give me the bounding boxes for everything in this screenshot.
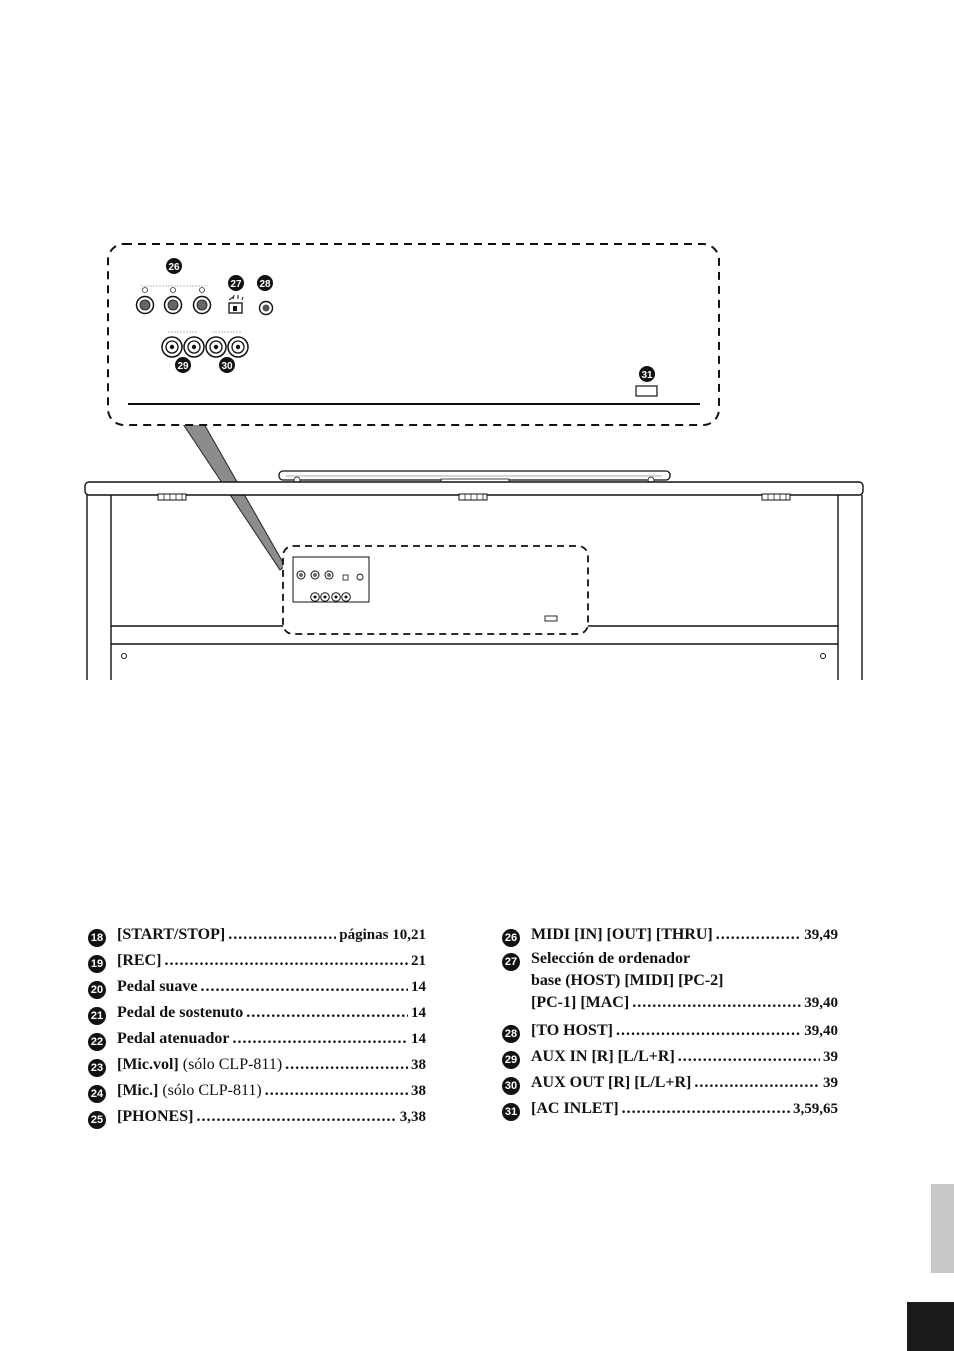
index-page: 3,38 <box>399 1109 426 1125</box>
index-label: AUX OUT [R] [L/L+R] <box>531 1074 692 1091</box>
page-corner-block <box>907 1302 954 1351</box>
callout-28 <box>257 275 273 291</box>
section-side-tab <box>931 1184 954 1273</box>
index-item-phones <box>88 1104 426 1130</box>
index-note: (sólo CLP-811) <box>162 1082 262 1099</box>
index-number: 20 <box>88 981 106 999</box>
index-page: 39,49 <box>804 927 838 943</box>
index-item-mic-vol <box>88 1052 426 1078</box>
index-page: 38 <box>411 1083 426 1099</box>
svg-text:29: 29 <box>177 361 189 372</box>
svg-text:31: 31 <box>641 370 653 381</box>
index-label-line1: Selección de ordenador <box>531 950 691 967</box>
index-page: 14 <box>411 1005 426 1021</box>
index-page: 14 <box>411 979 426 995</box>
aux-in-l-jack <box>184 337 204 357</box>
index-item-to-host <box>502 1018 838 1044</box>
index-item-start-stop <box>88 922 426 948</box>
index-item-host-select <box>502 948 838 1014</box>
index-label: AUX IN [R] [L/L+R] <box>531 1048 675 1065</box>
detail-dashed-frame <box>108 244 719 425</box>
callout-31 <box>639 366 655 382</box>
index-page: 39 <box>823 1075 838 1091</box>
index-list-left <box>88 922 426 1130</box>
index-number: 21 <box>88 1007 106 1025</box>
index-number: 23 <box>88 1059 106 1077</box>
index-item-soft-pedal <box>88 974 426 1000</box>
aux-out-r-jack <box>206 337 226 357</box>
index-number: 18 <box>88 929 106 947</box>
index-page: 39 <box>823 1049 838 1065</box>
callout-29 <box>175 357 191 373</box>
aux-in-r-jack <box>162 337 182 357</box>
midi-in-jack <box>137 297 154 314</box>
index-page: 14 <box>411 1031 426 1047</box>
index-number: 26 <box>502 929 520 947</box>
index-label: [Mic.] <box>117 1082 159 1099</box>
zoom-wedge <box>183 424 285 570</box>
index-item-aux-out <box>502 1070 838 1096</box>
index-label: [AC INLET] <box>531 1100 619 1117</box>
index-label: [Mic.vol] <box>117 1056 179 1073</box>
index-page: 3,59,65 <box>793 1101 838 1117</box>
index-number: 30 <box>502 1077 520 1095</box>
index-label: Pedal atenuador <box>117 1030 230 1047</box>
index-number: 22 <box>88 1033 106 1051</box>
index-number: 31 <box>502 1103 520 1121</box>
index-item-midi <box>502 922 838 948</box>
index-number: 19 <box>88 955 106 973</box>
index-number: 28 <box>502 1025 520 1043</box>
index-label: [TO HOST] <box>531 1022 613 1039</box>
index-label: [PHONES] <box>117 1108 194 1125</box>
svg-text:27: 27 <box>230 279 242 290</box>
index-item-rec <box>88 948 426 974</box>
index-page: 39,40 <box>804 1023 838 1039</box>
index-page: 21 <box>411 953 426 969</box>
index-label: Pedal suave <box>117 978 198 995</box>
to-host-connector <box>260 302 273 315</box>
index-number: 29 <box>502 1051 520 1069</box>
index-label: [REC] <box>117 952 162 969</box>
index-page: páginas 10,21 <box>339 927 426 943</box>
callout-26 <box>166 258 182 274</box>
index-item-damper-pedal <box>88 1026 426 1052</box>
index-label: MIDI [IN] [OUT] [THRU] <box>531 926 713 943</box>
svg-text:26: 26 <box>168 262 180 273</box>
index-label: [START/STOP] <box>117 926 226 943</box>
index-item-ac-inlet <box>502 1096 838 1122</box>
index-item-sostenuto-pedal <box>88 1000 426 1026</box>
index-list-right <box>502 922 838 1122</box>
index-page: 39,40 <box>804 995 838 1011</box>
callout-27 <box>228 275 244 291</box>
index-number: 27 <box>502 953 520 971</box>
callout-30 <box>219 357 235 373</box>
index-label-line3: [PC-1] [MAC] <box>531 994 630 1011</box>
midi-out-jack <box>165 297 182 314</box>
index-number: 24 <box>88 1085 106 1103</box>
index-note: (sólo CLP-811) <box>182 1056 283 1073</box>
index-page: 38 <box>411 1057 426 1073</box>
index-number: 25 <box>88 1111 106 1129</box>
index-item-aux-in <box>502 1044 838 1070</box>
svg-text:30: 30 <box>221 361 233 372</box>
index-label: Pedal de sostenuto <box>117 1004 244 1021</box>
svg-text:28: 28 <box>259 279 271 290</box>
midi-thru-jack <box>194 297 211 314</box>
index-item-mic <box>88 1078 426 1104</box>
index-label-line2: base (HOST) [MIDI] [PC-2] <box>531 972 724 989</box>
ac-inlet <box>636 386 657 396</box>
aux-out-l-jack <box>228 337 248 357</box>
